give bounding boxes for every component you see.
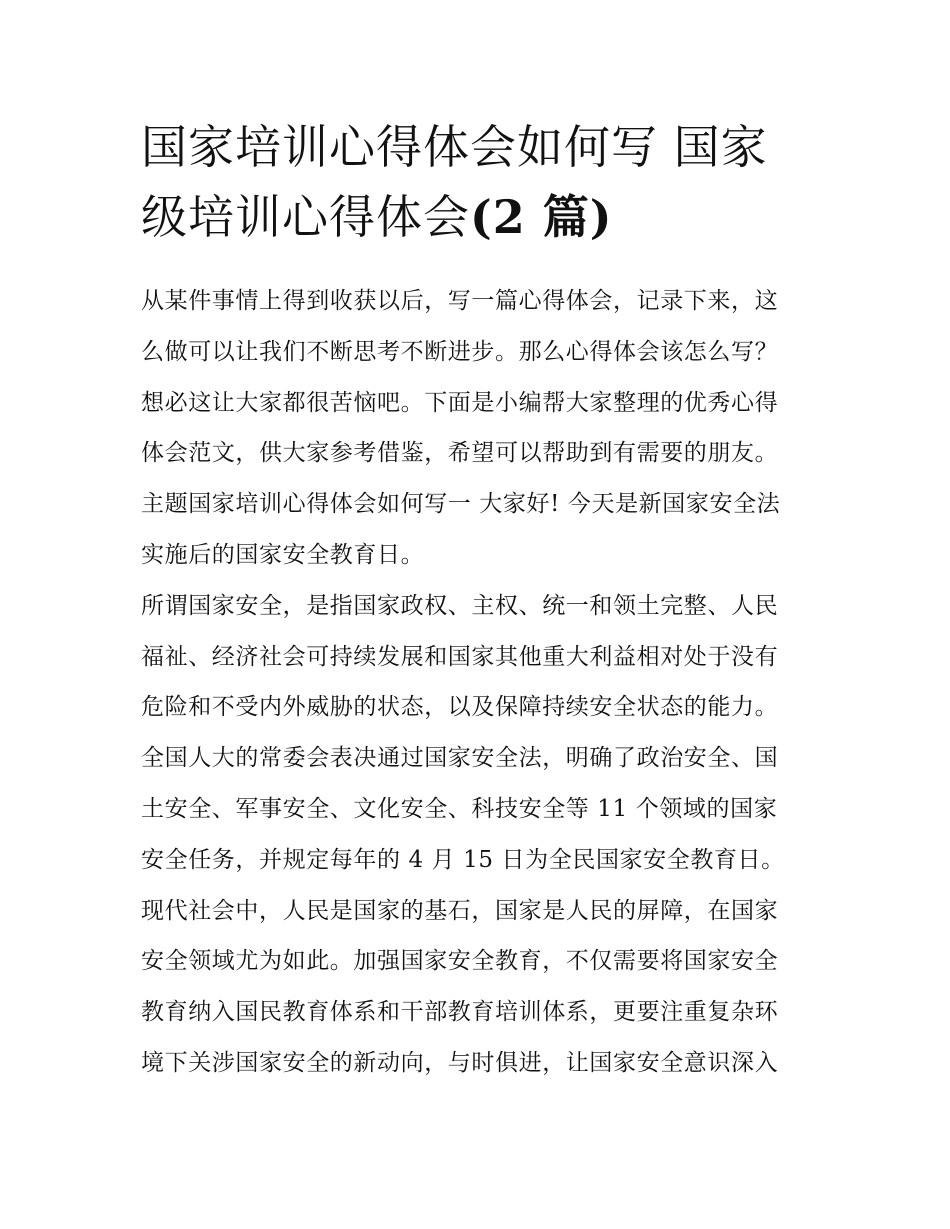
document-title [141, 112, 811, 252]
body-line: 教育纳入国民教育体系和干部教育培训体系，更要注重复杂环 [141, 999, 779, 1026]
document-title-count: (2 篇) [470, 190, 613, 244]
body-line: 危险和不受内外威胁的状态，以及保障持续安全状态的能力。 [141, 694, 779, 721]
body-line: 么做可以让我们不断思考不断进步。那么心得体会该怎么写？ [141, 338, 779, 365]
body-line: 福祉、经济社会可持续发展和国家其他重大利益相对处于没有 [141, 643, 779, 670]
body-line: 实施后的国家安全教育日。 [141, 541, 425, 568]
body-line: 安全领域尤为如此。加强国家安全教育，不仅需要将国家安全 [141, 948, 779, 975]
body-line: 从某件事情上得到收获以后，写一篇心得体会，记录下来，这 [141, 288, 779, 314]
body-line: 想必这让大家都很苦恼吧。下面是小编帮大家整理的优秀心得 [141, 389, 779, 416]
body-line: 现代社会中，人民是国家的基石，国家是人民的屏障，在国家 [141, 897, 779, 924]
body-line: 安全任务，并规定每年的 4 月 15 日为全民国家安全教育日。 [141, 846, 785, 873]
body-line: 土安全、军事安全、文化安全、科技安全等 11 个领域的国家 [141, 795, 778, 822]
body-line: 主题国家培训心得体会如何写一 大家好! 今天是新国家安全法 [141, 491, 781, 518]
document-body [141, 276, 811, 1089]
body-line: 全国人大的常委会表决通过国家安全法，明确了政治安全、国 [141, 745, 779, 772]
body-line: 境下关涉国家安全的新动向，与时俱进，让国家安全意识深入 [141, 1049, 779, 1076]
document-title-main: 国家培训心得体会如何写 国家级培训心得体会 [141, 120, 768, 244]
document-page [141, 112, 811, 1089]
body-line: 体会范文，供大家参考借鉴，希望可以帮助到有需要的朋友。 [141, 440, 779, 467]
body-line: 所谓国家安全，是指国家政权、主权、统一和领土完整、人民 [141, 592, 779, 619]
